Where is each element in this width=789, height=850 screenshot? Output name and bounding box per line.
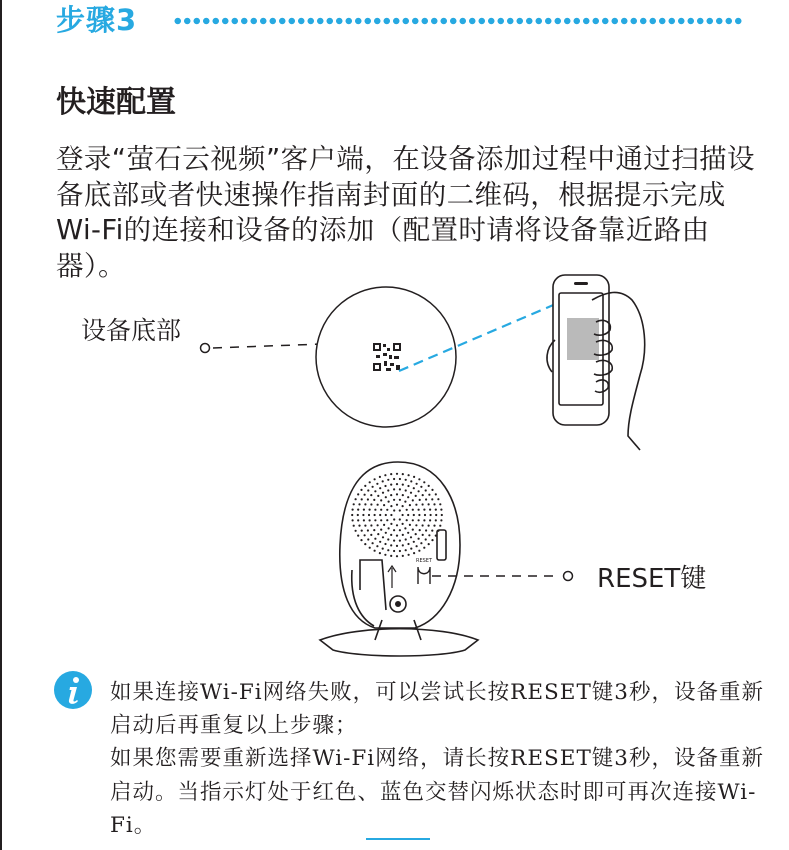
grille-dot xyxy=(367,489,369,491)
grille-dot xyxy=(416,545,418,547)
grille-dot xyxy=(425,538,427,540)
grille-dot xyxy=(402,555,404,557)
grille-dot xyxy=(408,474,410,476)
grille-dot xyxy=(425,529,427,531)
grille-dot xyxy=(407,532,409,534)
grille-dot xyxy=(439,503,441,505)
grille-dot xyxy=(399,550,401,552)
grille-dot xyxy=(351,514,353,516)
grille-dot xyxy=(370,503,372,505)
grille-dot xyxy=(420,486,422,488)
grille-dot xyxy=(409,524,411,526)
grille-dot xyxy=(390,534,392,536)
grille-dot xyxy=(399,518,401,520)
grille-dot xyxy=(440,509,442,511)
grille-dot xyxy=(410,492,412,494)
grille-dot xyxy=(399,499,401,501)
grille-dot xyxy=(399,509,401,511)
tip-line-2: 如果您需要重新选择Wi-Fi网络，请长按RESET键3秒，设备重新启动。当指示灯处于红色、蓝色交替闪烁状态时即可再次连接Wi-Fi。 xyxy=(110,746,764,838)
grille-dot xyxy=(413,514,415,516)
grille-dot xyxy=(393,529,395,531)
grille-dot xyxy=(410,480,412,482)
grille-dot xyxy=(422,534,424,536)
grille-dot xyxy=(402,494,404,496)
grille-dot xyxy=(377,495,379,497)
grille-dot xyxy=(396,504,398,506)
grille-dot xyxy=(402,473,404,475)
grille-dot xyxy=(367,538,369,540)
grille-dot xyxy=(415,504,417,506)
grille-dot xyxy=(390,555,392,557)
grille-dot xyxy=(439,525,441,527)
reset-small-text: RESET xyxy=(416,558,433,564)
grille-dot xyxy=(364,494,366,496)
grille-dot xyxy=(408,554,410,556)
grille-dot xyxy=(402,484,404,486)
grille-dot xyxy=(440,519,442,521)
grille-dot xyxy=(405,479,407,481)
grille-dot xyxy=(364,485,366,487)
grille-dot xyxy=(374,514,376,516)
grille-dot xyxy=(384,543,386,545)
grille-dot xyxy=(429,519,431,521)
grille-dot xyxy=(374,509,376,511)
grille-dot xyxy=(364,534,366,536)
grille-dot xyxy=(379,487,381,489)
grille-dot xyxy=(390,505,392,507)
grille-dot xyxy=(423,547,425,549)
grille-dot xyxy=(369,509,371,511)
label-marker-icon xyxy=(201,344,210,353)
grille-dot xyxy=(413,476,415,478)
grille-dot xyxy=(384,474,386,476)
grille-dot xyxy=(424,514,426,516)
grille-dot xyxy=(404,527,406,529)
grille-dot xyxy=(413,541,415,543)
grille-dot xyxy=(396,493,398,495)
grille-dot xyxy=(370,534,372,536)
grille-dot xyxy=(396,473,398,475)
grille-dot xyxy=(405,549,407,551)
grille-dot xyxy=(396,555,398,557)
grille-dot xyxy=(374,478,376,480)
grille-dot xyxy=(355,530,357,532)
grille-dot xyxy=(387,538,389,540)
grille-dot xyxy=(376,483,378,485)
grille-dot xyxy=(425,489,427,491)
grille-dot xyxy=(428,494,430,496)
grille-dot xyxy=(441,514,443,516)
grille-dot xyxy=(422,503,424,505)
grille-dot xyxy=(431,539,433,541)
reset-marker-icon xyxy=(564,572,573,581)
grille-dot xyxy=(360,489,362,491)
grille-dot xyxy=(428,543,430,545)
grille-dot xyxy=(352,519,354,521)
grille-dot xyxy=(413,552,415,554)
grille-dot xyxy=(407,496,409,498)
grille-dot xyxy=(406,519,408,521)
grille-dot xyxy=(353,525,355,527)
grille-dot xyxy=(377,524,379,526)
grille-dot xyxy=(374,550,376,552)
grille-dot xyxy=(431,489,433,491)
grille-dot xyxy=(376,545,378,547)
grille-dot xyxy=(374,538,376,540)
grille-dot xyxy=(390,494,392,496)
grille-dot xyxy=(386,509,388,511)
grille-dot xyxy=(418,538,420,540)
grille-dot xyxy=(373,499,375,501)
grille-dot xyxy=(357,514,359,516)
grille-dot xyxy=(422,494,424,496)
grille-dot xyxy=(393,540,395,542)
grille-dot xyxy=(379,514,381,516)
grille-dot xyxy=(418,478,420,480)
grille-dot xyxy=(431,530,433,532)
grille-dot xyxy=(437,530,439,532)
grille-dot xyxy=(429,509,431,511)
tip-text xyxy=(110,676,770,842)
grille-dot xyxy=(352,509,354,511)
grille-dot xyxy=(407,543,409,545)
grille-dot xyxy=(407,485,409,487)
grille-dot xyxy=(431,498,433,500)
grille-dot xyxy=(413,487,415,489)
grille-dot xyxy=(361,498,363,500)
grille-dot xyxy=(388,501,390,503)
grille-dot xyxy=(357,535,359,537)
grille-dot xyxy=(362,514,364,516)
grille-dot xyxy=(393,518,395,520)
grille-dot xyxy=(399,478,401,480)
grille-dot xyxy=(358,525,360,527)
grille-dot xyxy=(364,543,366,545)
grille-dot xyxy=(399,529,401,531)
grille-dot xyxy=(396,524,398,526)
grille-dot xyxy=(393,499,395,501)
grille-dot xyxy=(374,519,376,521)
grille-dot xyxy=(390,523,392,525)
grille-dot xyxy=(419,499,421,501)
grille-dot xyxy=(385,514,387,516)
section-title: 快速配置 xyxy=(56,85,176,120)
grille-dot xyxy=(418,514,420,516)
grille-dot xyxy=(410,548,412,550)
grille-dot xyxy=(428,534,430,536)
grille-dot xyxy=(409,504,411,506)
grille-dot xyxy=(423,519,425,521)
grille-dot xyxy=(358,503,360,505)
grille-dot xyxy=(425,498,427,500)
grille-dot xyxy=(369,519,371,521)
grille-dot xyxy=(388,527,390,529)
grille-dot xyxy=(412,529,414,531)
grille-dot xyxy=(369,547,371,549)
grille-dot xyxy=(372,486,374,488)
grille-dot xyxy=(422,524,424,526)
grille-dot xyxy=(380,529,382,531)
grille-dot xyxy=(387,549,389,551)
grille-dot xyxy=(387,479,389,481)
step-title: 步骤3 xyxy=(56,3,138,37)
grille-dot xyxy=(363,509,365,511)
grille-dot xyxy=(430,514,432,516)
grille-dot xyxy=(390,514,392,516)
grille-dot xyxy=(390,544,392,546)
grille-dot xyxy=(407,514,409,516)
grille-dot xyxy=(382,536,384,538)
grille-dot xyxy=(402,514,404,516)
grille-dot xyxy=(396,535,398,537)
grille-dot xyxy=(435,535,437,537)
grille-dot xyxy=(382,548,384,550)
grille-dot xyxy=(412,499,414,501)
grille-dot xyxy=(355,498,357,500)
grille-dot xyxy=(404,501,406,503)
grille-dot xyxy=(402,534,404,536)
grille-dot xyxy=(372,542,374,544)
grille-dot xyxy=(402,544,404,546)
grille-dot xyxy=(353,503,355,505)
grille-dot xyxy=(416,483,418,485)
info-icon xyxy=(53,670,93,710)
grille-dot xyxy=(384,554,386,556)
grille-dot xyxy=(370,494,372,496)
grille-dot xyxy=(385,496,387,498)
grille-dot xyxy=(383,504,385,506)
grille-dot xyxy=(380,519,382,521)
grille-dot xyxy=(396,545,398,547)
intro-paragraph: 登录“萤石云视频”客户端，在设备添加过程中通过扫描设备底部或者快速操作指南封面的二维码，根据提示完成Wi-Fi的连接和设备的添加（配置时请将设备靠近路由器）。 xyxy=(56,143,755,282)
grille-dot xyxy=(415,533,417,535)
grille-dot xyxy=(379,552,381,554)
grille-dot xyxy=(399,540,401,542)
grille-dot xyxy=(364,503,366,505)
grille-dot xyxy=(361,530,363,532)
grille-dot xyxy=(412,519,414,521)
grille-dot xyxy=(410,536,412,538)
grille-dot xyxy=(428,503,430,505)
grille-dot xyxy=(382,492,384,494)
grille-dot xyxy=(399,488,401,490)
grille-dot xyxy=(386,519,388,521)
grille-dot xyxy=(367,498,369,500)
grille-dot xyxy=(428,525,430,527)
grille-dot xyxy=(379,476,381,478)
grille-dot xyxy=(402,505,404,507)
grille-dot xyxy=(437,498,439,500)
grille-dot xyxy=(418,550,420,552)
grille-dot xyxy=(367,529,369,531)
grille-dot xyxy=(357,493,359,495)
grille-dot xyxy=(433,503,435,505)
grille-dot xyxy=(435,509,437,511)
grille-dot xyxy=(377,504,379,506)
grille-dot xyxy=(363,519,365,521)
camera-body-icon xyxy=(320,462,478,656)
grille-dot xyxy=(402,523,404,525)
grille-dot xyxy=(357,519,359,521)
grille-dot xyxy=(405,489,407,491)
grille-dot xyxy=(393,488,395,490)
grille-dot xyxy=(369,481,371,483)
grille-dot xyxy=(390,473,392,475)
grille-dot xyxy=(384,485,386,487)
grille-dot xyxy=(420,542,422,544)
grille-dot xyxy=(415,524,417,526)
grille-dot xyxy=(382,480,384,482)
grille-dot xyxy=(360,539,362,541)
grille-dot xyxy=(393,509,395,511)
grille-dot xyxy=(435,519,437,521)
grille-dot xyxy=(393,478,395,480)
grille-dot xyxy=(380,499,382,501)
qr-code-icon xyxy=(372,342,402,372)
grille-dot xyxy=(428,485,430,487)
grille-dot xyxy=(379,541,381,543)
grille-dot xyxy=(387,489,389,491)
grille-dot xyxy=(383,524,385,526)
grille-dot xyxy=(435,493,437,495)
grille-dot xyxy=(435,514,437,516)
grille-dot xyxy=(364,525,366,527)
tip-line-1: 如果连接Wi-Fi网络失败，可以尝试长按RESET键3秒，设备重新启动后再重复以上步骤； xyxy=(110,680,764,739)
grille-dot xyxy=(393,550,395,552)
device-bottom-label: 设备底部 xyxy=(81,316,182,345)
grille-dot xyxy=(418,519,420,521)
phone-in-hand-icon xyxy=(547,275,645,450)
grille-dot xyxy=(405,538,407,540)
grille-dot xyxy=(406,509,408,511)
grille-dot xyxy=(374,490,376,492)
grille-dot xyxy=(415,495,417,497)
grille-dot xyxy=(418,509,420,511)
grille-dot xyxy=(423,509,425,511)
grille-dot xyxy=(370,524,372,526)
grille-dot xyxy=(357,509,359,511)
grille-dot xyxy=(423,481,425,483)
grille-dot xyxy=(418,490,420,492)
grille-dot xyxy=(412,509,414,511)
accent-underline xyxy=(366,838,430,840)
grille-dot xyxy=(373,529,375,531)
grille-dot xyxy=(377,533,379,535)
reset-button-label: RESET键 xyxy=(597,564,707,594)
grille-dot xyxy=(433,525,435,527)
grille-dot xyxy=(419,529,421,531)
grille-dot xyxy=(385,532,387,534)
grille-dot xyxy=(380,509,382,511)
grille-dot xyxy=(368,514,370,516)
grille-dot xyxy=(396,483,398,485)
grille-dot xyxy=(390,484,392,486)
